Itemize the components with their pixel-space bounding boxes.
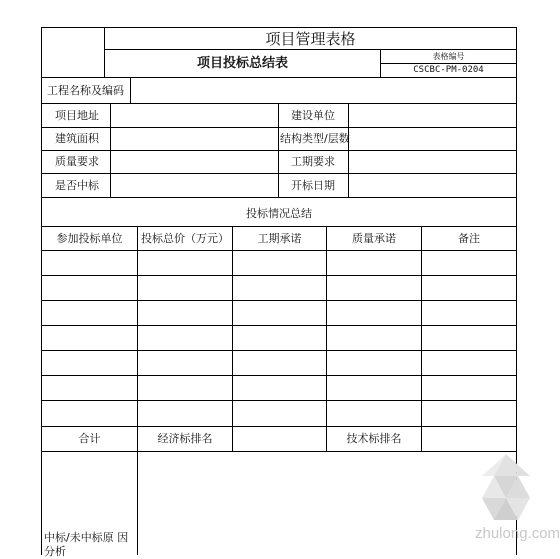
row-line-2	[41, 127, 517, 128]
info-divider-3	[348, 103, 349, 197]
grid-col-2	[232, 226, 233, 451]
label-project-address: 项目地址	[55, 109, 99, 122]
grid-line-h6	[41, 375, 517, 376]
grid-col-1	[137, 226, 138, 555]
section-bottom	[41, 226, 517, 227]
col-header-quality: 质量承诺	[352, 232, 396, 245]
grid-col-4	[421, 226, 422, 451]
row-line-1	[41, 103, 517, 104]
label-quality-req: 质量要求	[55, 155, 99, 168]
info-divider-1	[110, 103, 111, 197]
grid-line-h7	[41, 400, 517, 401]
col-header-total-price: 投标总价（万元）	[141, 232, 229, 245]
main-title: 项目管理表格	[265, 30, 356, 48]
col-header-schedule: 工期承诺	[257, 232, 302, 245]
label-schedule-req: 工期要求	[291, 155, 335, 168]
grid-line-h2	[41, 275, 517, 276]
label-structure-type: 结构类型/层数	[280, 132, 350, 145]
grid-line-h1	[41, 250, 517, 251]
label-construction-unit: 建设单位	[291, 109, 335, 122]
grid-col-3	[326, 226, 327, 451]
technical-rank-label: 技术标排名	[346, 432, 402, 445]
grid-line-h8	[41, 426, 517, 427]
header-divider-h	[104, 49, 516, 50]
label-winning-bid: 是否中标	[55, 179, 99, 192]
form-no-label: 表格编号	[432, 52, 465, 61]
label-project-name-code: 工程名称及编码	[47, 84, 124, 97]
form-no-divider-h	[380, 63, 516, 64]
info-divider-2	[278, 103, 279, 197]
total-label: 合计	[78, 432, 101, 445]
name-divider	[130, 77, 131, 103]
reason-label: 中标/未中标原 因分析	[44, 531, 129, 558]
header-bottom	[41, 77, 517, 78]
row-line-3	[41, 150, 517, 151]
section-title: 投标情况总结	[246, 207, 312, 220]
label-building-area: 建筑面积	[55, 132, 99, 145]
economic-rank-label: 经济标排名	[157, 432, 213, 445]
col-header-bidder: 参加投标单位	[56, 232, 123, 245]
label-bid-open-date: 开标日期	[291, 179, 335, 192]
frame-left	[41, 27, 42, 555]
row-line-5	[41, 197, 517, 198]
col-header-remarks: 备注	[458, 232, 480, 245]
grid-line-h9	[41, 451, 517, 452]
watermark-site: zhulong.com	[475, 525, 560, 542]
row-line-4	[41, 173, 517, 174]
form-no-value: CSCBC-PM-0204	[413, 65, 484, 75]
grid-line-h4	[41, 325, 517, 326]
watermark-logo-icon	[466, 444, 546, 536]
grid-line-h3	[41, 300, 517, 301]
frame-top	[41, 27, 517, 28]
grid-line-h5	[41, 350, 517, 351]
sub-title: 项目投标总结表	[196, 56, 288, 71]
